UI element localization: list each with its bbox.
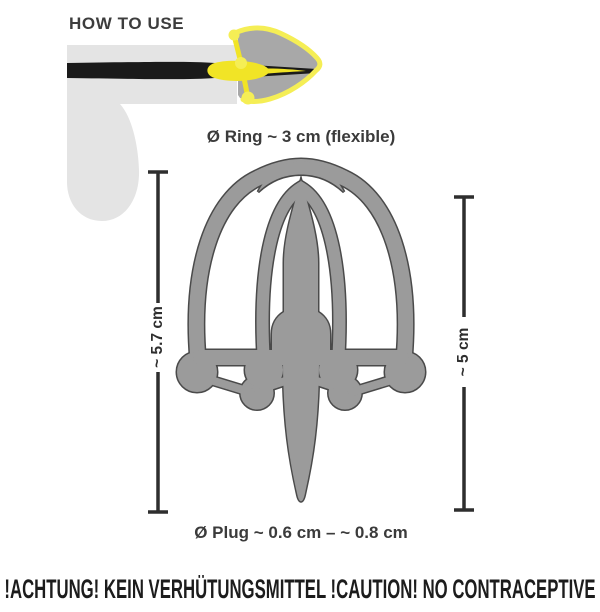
length-dimension-label-left: ~ 5.7 cm xyxy=(149,306,166,368)
cage-ball-top xyxy=(229,30,240,41)
how-to-use-illustration xyxy=(67,27,320,221)
ring-diameter-label: Ø Ring ~ 3 cm (flexible) xyxy=(206,127,396,146)
cage-ball-mid xyxy=(235,57,247,69)
contraceptive-warning-text: !ACHTUNG! KEIN VERHÜTUNGSMITTEL !CAUTION! NO CONTRACEPTIVE xyxy=(4,574,596,604)
plug-diameter-label: Ø Plug ~ 0.6 cm – ~ 0.8 cm xyxy=(194,523,408,542)
product-silhouette xyxy=(177,162,425,502)
how-to-use-title: HOW TO USE xyxy=(69,14,185,33)
cage-ball-bottom xyxy=(242,92,255,105)
length-dimension-label-right: ~ 5 cm xyxy=(455,327,472,377)
